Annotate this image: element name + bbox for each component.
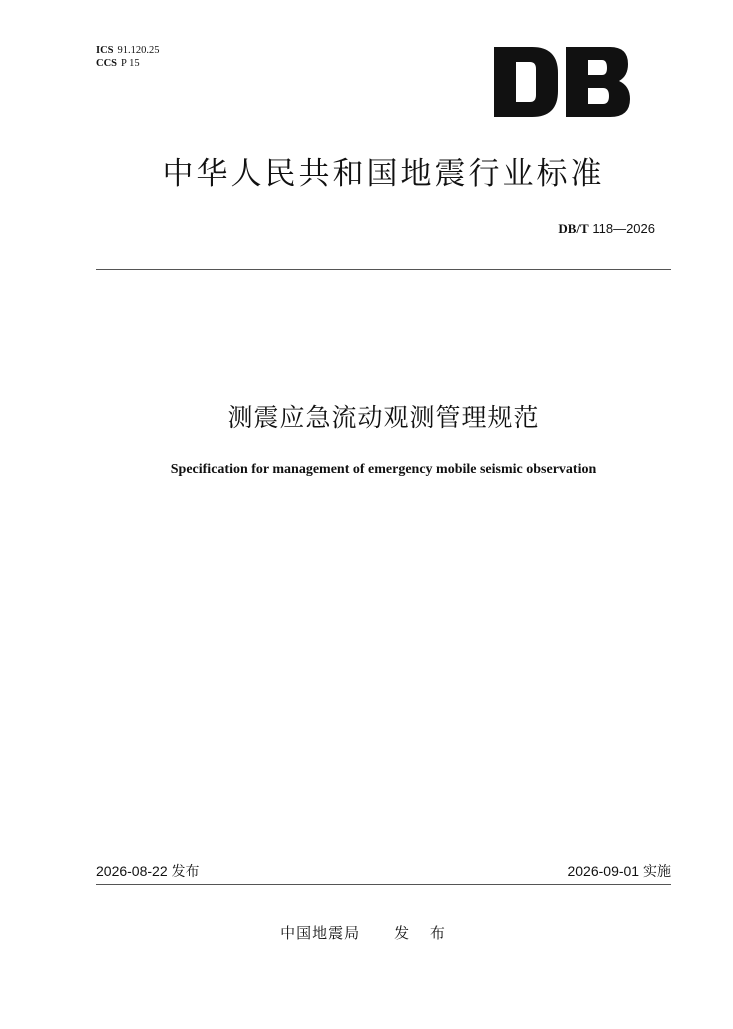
header-divider	[96, 269, 671, 270]
footer-divider	[96, 884, 671, 885]
db-logo-b-glyph	[566, 47, 630, 117]
standard-code: DB/T	[558, 221, 589, 236]
ccs-label: CCS	[96, 58, 118, 69]
ics-line	[96, 44, 160, 57]
db-logo	[492, 47, 632, 117]
document-title-zh: 测震应急流动观测管理规范	[227, 403, 540, 432]
ccs-line	[96, 57, 160, 70]
document-title-en: Specification for management of emergency mobile seismic observation	[170, 462, 597, 477]
issuing-authority: 中国地震局	[280, 924, 361, 942]
ccs-code: P 15	[121, 58, 140, 69]
classification-codes	[96, 44, 160, 70]
issue-word: 发 布	[394, 924, 453, 942]
standard-category-title: 中华人民共和国地震行业标准	[162, 156, 605, 192]
standard-id: 118—2026	[592, 221, 655, 236]
standard-number	[558, 221, 655, 237]
ics-code: 91.120.25	[117, 45, 160, 56]
ics-label: ICS	[96, 45, 114, 56]
issue-date: 2026-08-22 发布	[96, 863, 200, 879]
db-logo-d-glyph	[494, 47, 558, 117]
effective-date: 2026-09-01 实施	[567, 863, 671, 879]
issuer-line	[0, 922, 733, 943]
